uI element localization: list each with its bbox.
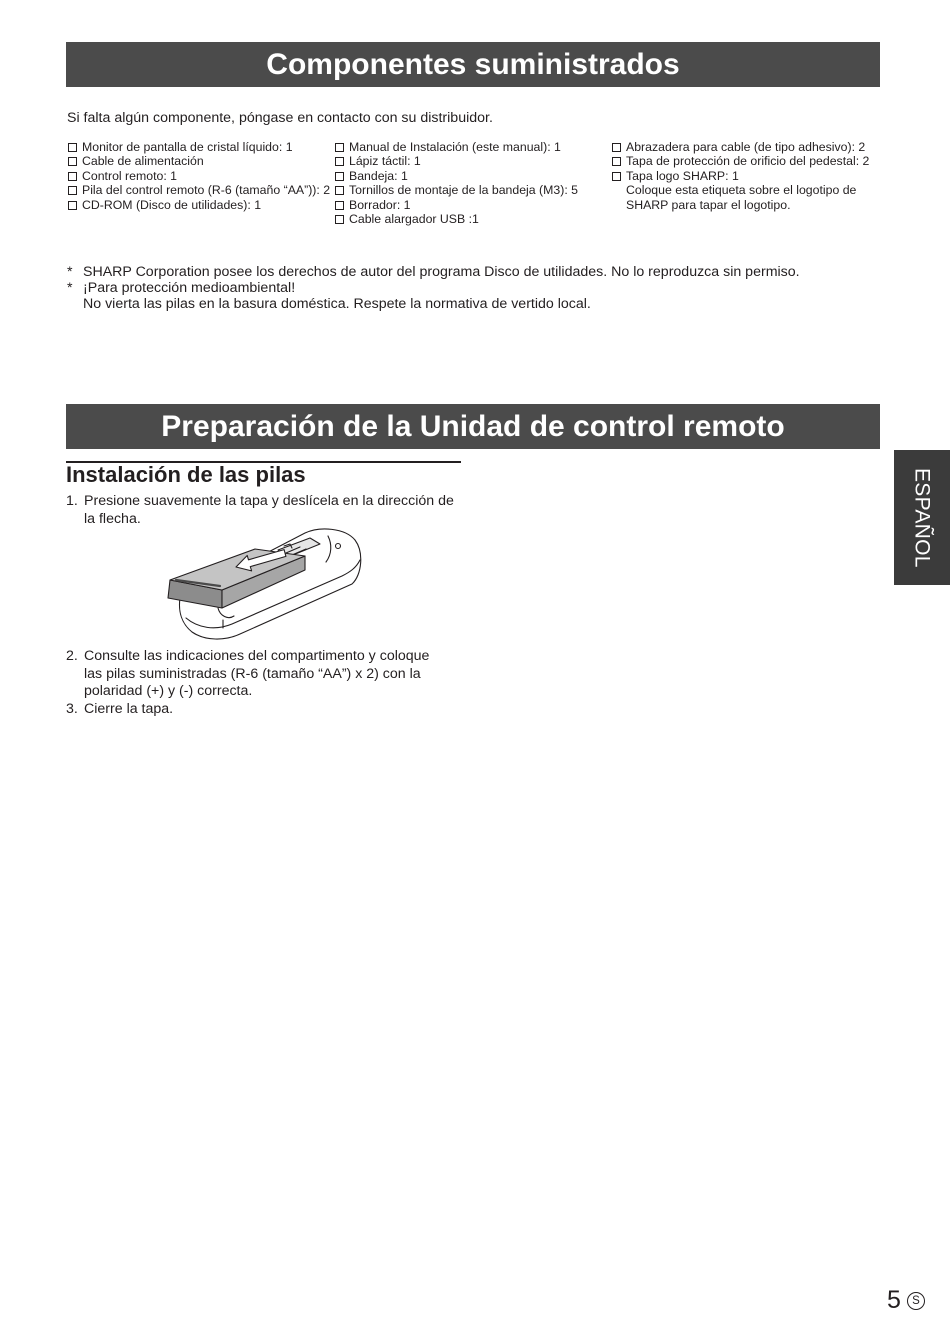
step-number: 3. [66, 701, 78, 717]
footnote-line: SHARP Corporation posee los derechos de autor del programa Disco de utilidades. No lo reproduzca sin permiso. [83, 264, 800, 280]
remote-control-illustration [160, 524, 370, 646]
step-line: polaridad (+) y (-) correcta. [84, 683, 253, 699]
component-item-label: Tapa de protección de orificio del pedestal: 2 [626, 154, 870, 169]
subsection-title: Instalación de las pilas [66, 462, 306, 487]
checkbox-icon [335, 157, 344, 166]
checkbox-icon [68, 157, 77, 166]
remote-button [336, 544, 341, 549]
component-item-label: Cable alargador USB :1 [349, 211, 479, 226]
footnote-environment [67, 280, 800, 312]
component-item-label: Control remoto: 1 [82, 168, 178, 183]
language-side-tab [894, 450, 950, 585]
footnote-line: ¡Para protección medioambiental! [83, 280, 296, 296]
footnote-asterisk: * [67, 280, 73, 296]
checkbox-icon [68, 186, 77, 195]
language-circle-mark: S [907, 1292, 925, 1310]
sharp-logo-cover-note: Coloque esta etiqueta sobre el logotipo de [626, 183, 857, 198]
components-column-3 [612, 140, 869, 212]
component-item-label: Lápiz táctil: 1 [349, 154, 421, 169]
section-title-components: Componentes suministrados [66, 42, 880, 87]
component-item-label: Borrador: 1 [349, 197, 411, 212]
components-intro: Si falta algún componente, póngase en contacto con su distribuidor. [67, 110, 493, 126]
step-item [66, 493, 454, 528]
step-text [66, 701, 173, 719]
component-item [335, 212, 578, 226]
component-item-label: CD-ROM (Disco de utilidades): 1 [82, 197, 262, 212]
component-item [68, 140, 330, 154]
component-item [335, 140, 578, 154]
step-item [66, 701, 173, 719]
components-column-2 [335, 140, 578, 226]
component-item-label: Tornillos de montaje de la bandeja (M3): 5 [349, 183, 578, 198]
step-line: las pilas suministradas (R-6 (tamaño “AA”) x 2) con la [84, 665, 421, 682]
step-line: Consulte las indicaciones del compartimento y coloque [84, 648, 430, 664]
checkbox-icon [68, 201, 77, 210]
step-line: la flecha. [84, 510, 141, 527]
component-item [335, 154, 578, 168]
step-line: Cierre la tapa. [84, 701, 174, 717]
component-item [612, 169, 869, 183]
step-item [66, 648, 429, 701]
component-item-label: Monitor de pantalla de cristal líquido: 1 [82, 140, 293, 154]
component-item-label: Pila del control remoto (R-6 (tamaño “AA”)): 2 [82, 183, 331, 198]
component-item [335, 183, 578, 197]
step-number: 2. [66, 648, 78, 664]
component-item [612, 154, 869, 168]
footnote-copyright [67, 264, 800, 280]
component-item [335, 169, 578, 183]
checkbox-icon [612, 172, 621, 181]
sharp-logo-cover-note: SHARP para tapar el logotipo. [626, 197, 791, 212]
component-item [68, 169, 330, 183]
components-column-1 [68, 140, 330, 212]
page-number: 5 [887, 1286, 901, 1314]
checkbox-icon [68, 172, 77, 181]
footnotes [67, 264, 800, 312]
component-item-label: Bandeja: 1 [349, 168, 408, 183]
step-line: Presione suavemente la tapa y deslícela en la dirección de [84, 493, 454, 509]
step-text [66, 493, 454, 528]
component-item-label: Abrazadera para cable (de tipo adhesivo): 2 [626, 140, 866, 154]
step-text [66, 648, 429, 701]
component-item [68, 198, 330, 212]
checkbox-icon [335, 201, 344, 210]
checkbox-icon [335, 143, 344, 152]
component-item [335, 198, 578, 212]
component-item [612, 140, 869, 154]
checkbox-icon [335, 215, 344, 224]
checkbox-icon [68, 143, 77, 152]
component-item-label: Cable de alimentación [82, 154, 204, 169]
checkbox-icon [612, 143, 621, 152]
footnote-line: No vierta las pilas en la basura doméstica. Respete la normativa de vertido local. [83, 296, 591, 312]
language-side-tab-label: ESPAÑOL [910, 467, 934, 568]
component-item [68, 154, 330, 168]
step-number: 1. [66, 493, 78, 509]
checkbox-icon [335, 172, 344, 181]
footnote-asterisk: * [67, 264, 73, 280]
component-item [68, 183, 330, 197]
checkbox-icon [335, 186, 344, 195]
section-title-remote: Preparación de la Unidad de control remoto [66, 404, 880, 449]
component-item-label: Manual de Instalación (este manual): 1 [349, 140, 561, 154]
component-item-label: Tapa logo SHARP: 1 [626, 168, 739, 183]
checkbox-icon [612, 157, 621, 166]
